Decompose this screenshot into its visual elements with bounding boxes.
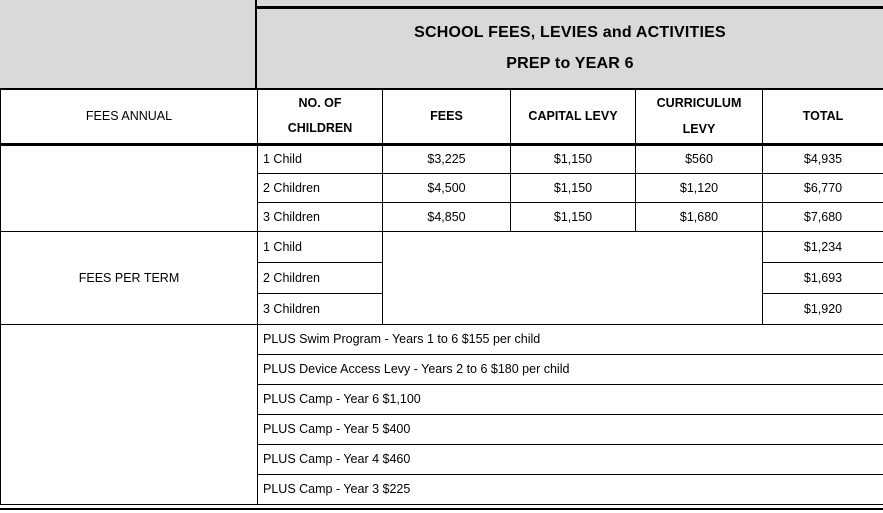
title-band-spacer-cell (0, 0, 257, 88)
cell-annual-3-children: 3 Children (258, 202, 383, 231)
cell-annual-2-total: $6,770 (763, 173, 883, 202)
cell-annual-2-children: 2 Children (258, 173, 383, 202)
cell-extra-camp-year-3: PLUS Camp - Year 3 $225 (258, 474, 883, 504)
cell-annual-3-total: $7,680 (763, 202, 883, 231)
annual-row-1-child (1, 144, 883, 173)
title-top-border-line (257, 6, 883, 9)
cell-term-2-children: 2 Children (258, 262, 383, 293)
table-title-line2: PREP to YEAR 6 (506, 54, 634, 72)
table-title-line1: SCHOOL FEES, LEVIES and ACTIVITIES (414, 23, 726, 41)
cell-extra-camp-year-5: PLUS Camp - Year 5 $400 (258, 414, 883, 444)
cell-annual-3-fees: $4,850 (383, 202, 511, 231)
column-header-no-of-children-text: NO. OF CHILDREN (287, 96, 353, 135)
extra-row-swim-program (1, 324, 883, 354)
column-header-row (1, 90, 883, 144)
column-header-capital-levy: CAPITAL LEVY (511, 90, 636, 144)
cell-annual-2-capital-levy: $1,150 (511, 173, 636, 202)
cell-term-3-children: 3 Children (258, 293, 383, 324)
cell-annual-2-curriculum-levy: $1,120 (636, 173, 763, 202)
column-header-curriculum-levy: CURRICULUM LEVY (636, 90, 763, 144)
cell-annual-1-capital-levy: $1,150 (511, 144, 636, 173)
cell-annual-2-fees: $4,500 (383, 173, 511, 202)
cell-term-2-total: $1,693 (763, 262, 883, 293)
bottom-double-border-line (0, 508, 883, 510)
cell-annual-1-children: 1 Child (258, 144, 383, 173)
cell-annual-1-total: $4,935 (763, 144, 883, 173)
title-band (0, 0, 883, 90)
cell-term-1-children: 1 Child (258, 231, 383, 262)
cell-extra-device-access-levy: PLUS Device Access Levy - Years 2 to 6 $180 per child (258, 354, 883, 384)
cell-annual-3-curriculum-levy: $1,680 (636, 202, 763, 231)
table-title-cell (257, 0, 883, 88)
cell-term-3-total: $1,920 (763, 293, 883, 324)
column-header-no-of-children (258, 90, 383, 144)
cell-extra-camp-year-4: PLUS Camp - Year 4 $460 (258, 444, 883, 474)
cell-annual-1-fees: $3,225 (383, 144, 511, 173)
column-header-fees: FEES (383, 90, 511, 144)
cell-annual-1-curriculum-levy: $560 (636, 144, 763, 173)
per-term-row-1-child (1, 231, 883, 262)
section-label-fees-per-term: FEES PER TERM (1, 231, 258, 324)
per-term-merged-empty-cell (383, 231, 763, 324)
column-header-total: TOTAL (763, 90, 883, 144)
cell-term-1-total: $1,234 (763, 231, 883, 262)
extras-left-spacer-cell (1, 324, 258, 504)
cell-annual-3-capital-levy: $1,150 (511, 202, 636, 231)
section-label-fees-annual: FEES ANNUAL (1, 90, 258, 144)
cell-extra-swim-program: PLUS Swim Program - Years 1 to 6 $155 per child (258, 324, 883, 354)
cell-extra-camp-year-6: PLUS Camp - Year 6 $1,100 (258, 384, 883, 414)
annual-left-spacer-cell (1, 144, 258, 231)
fees-table (0, 90, 883, 505)
